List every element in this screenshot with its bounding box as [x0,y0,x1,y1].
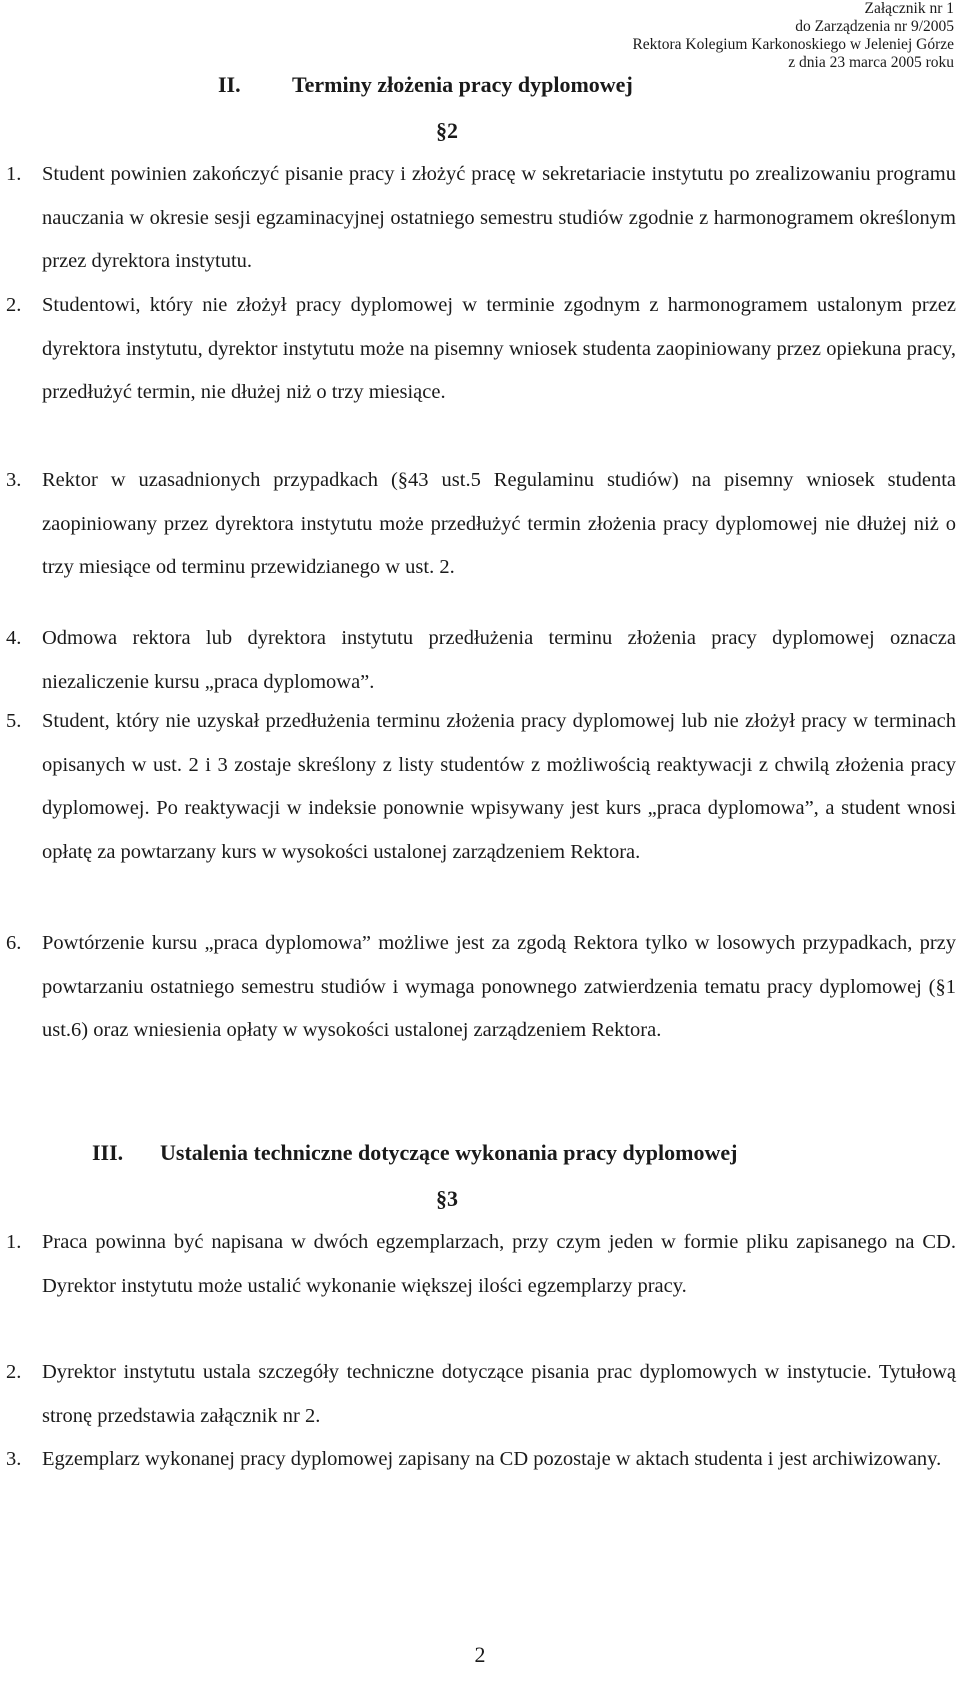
item-number: 4. [6,627,22,649]
section-3-number: III. [92,1140,124,1165]
section-3-title: Ustalenia techniczne dotyczące wykonania pracy dyplomowej [160,1140,738,1165]
item-text: Dyrektor instytutu ustala szczegóły techniczne dotyczące pisania prac dyplomowych w instytucie. Tytułową stronę przedstawia załącznik nr 2. [42,1361,956,1427]
section-2-item [6,459,956,590]
item-number: 3. [6,1448,22,1470]
item-text: Odmowa rektora lub dyrektora instytutu przedłużenia terminu złożenia pracy dyplomowej oznacza niezaliczenie kursu „praca dyplomowa”. [42,627,956,693]
item-number: 5. [6,710,22,732]
item-number: 1. [6,1231,22,1253]
item-number: 2. [6,294,22,316]
item-text: Studentowi, który nie złożył pracy dyplomowej w terminie zgodnym z harmonogramem ustalonym przez dyrektora instytutu, dyrektor instytutu może na pisemny wniosek studenta zaopiniowany przez opiekuna pracy, przedłużyć termin, nie dłużej niż o trzy miesiące. [42,294,956,403]
section-3-item [6,1351,956,1438]
item-number: 6. [6,932,22,954]
item-text: Powtórzenie kursu „praca dyplomowa” możliwe jest za zgodą Rektora tylko w losowych przypadkach, przy powtarzaniu ostatniego semestru studiów i wymaga ponownego zatwierdzenia tematu pracy dyplomowej (§1 ust.6) oraz wniesienia opłaty w wysokości ustalonej zarządzeniem Rektora. [42,932,956,1041]
item-number: 3. [6,469,22,491]
date-label: z dnia 23 marca 2005 roku [788,54,954,71]
item-number: 1. [6,163,22,185]
section-2-number: II. [218,72,241,97]
attachment-header [632,0,954,72]
item-text: Egzemplarz wykonanej pracy dyplomowej zapisany na CD pozostaje w aktach studenta i jest archiwizowany. [42,1448,942,1470]
section-2-item [6,284,956,415]
section-2-item [6,700,956,874]
section-3-heading [92,1140,737,1166]
item-text: Rektor w uzasadnionych przypadkach (§43 ust.5 Regulaminu studiów) na pisemny wniosek studenta zaopiniowany przez dyrektora instytutu może przedłużyć termin złożenia pracy dyplomowej nie dłużej niż o trzy miesiące od terminu przewidzianego w ust. 2. [42,469,956,578]
issuer-label: Rektora Kolegium Karkonoskiego w Jeleniej Górze [632,36,954,53]
item-number: 2. [6,1361,22,1383]
section-2-title: Terminy złożenia pracy dyplomowej [292,72,633,97]
paragraph-3-sign: §3 [436,1186,458,1211]
section-2-item [6,922,956,1053]
page-number: 2 [474,1642,486,1667]
item-text: Praca powinna być napisana w dwóch egzemplarzach, przy czym jeden w formie pliku zapisanego na CD. Dyrektor instytutu może ustalić wykonanie większej ilości egzemplarzy pracy. [42,1231,956,1297]
section-3-item [6,1221,956,1308]
section-3-item [6,1438,956,1482]
section-2-heading [218,72,633,98]
item-text: Student powinien zakończyć pisanie pracy i złożyć pracę w sekretariacie instytutu po zrealizowaniu programu nauczania w okresie sesji egzaminacyjnej ostatniego semestru studiów zgodnie z harmonogramem określonym przez dyrektora instytutu. [42,163,956,272]
paragraph-2-sign: §2 [436,118,458,143]
attachment-label: Załącznik nr 1 [864,0,954,17]
section-2-item [6,153,956,284]
item-text: Student, który nie uzyskał przedłużenia terminu złożenia pracy dyplomowej lub nie złożył pracy w terminach opisanych w ust. 2 i 3 zostaje skreślony z listy studentów z możliwością reaktywacji z chwilą złożenia pracy dyplomowej. Po reaktywacji w indeksie ponownie wpisywany jest kurs „praca dyplomowa”, a student wnosi opłatę za powtarzany kurs w wysokości ustalonej zarządzeniem Rektora. [42,710,956,863]
section-2-item [6,617,956,704]
ordinance-label: do Zarządzenia nr 9/2005 [795,18,954,35]
